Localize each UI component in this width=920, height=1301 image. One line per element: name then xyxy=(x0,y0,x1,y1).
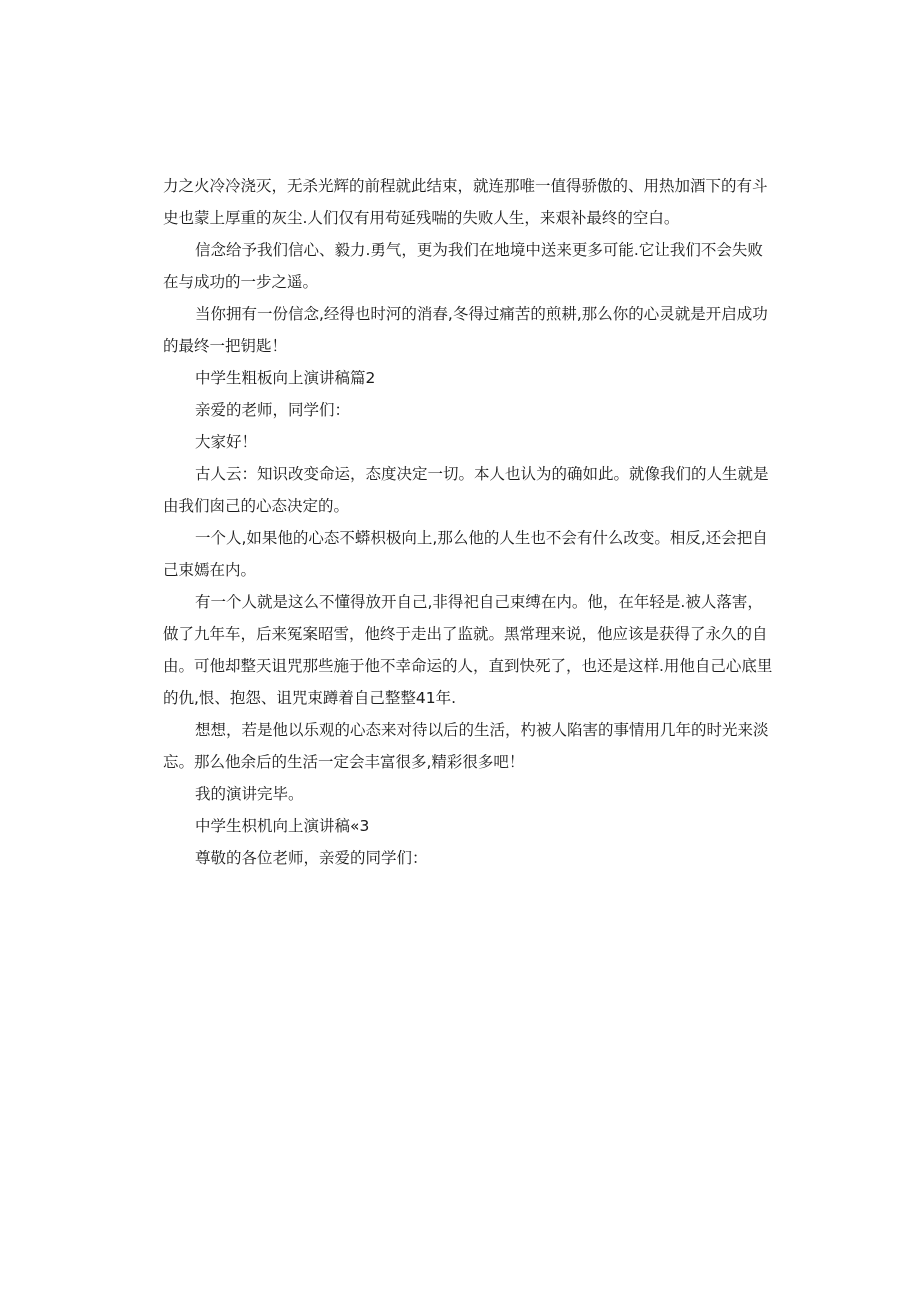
paragraph-attitude: 古人云：知识改变命运，态度决定一切。本人也认为的确如此。就像我们的人生就是由我们囱己的心态决定的。 xyxy=(163,465,769,515)
paragraph-reflection: 想想，若是他以乐观的心态来对待以后的生活，杓被人陷害的事情用几年的时光来淡忘。那么他余后的生活一定会丰富很多,精彩很多吧！ xyxy=(163,721,769,771)
paragraph-story: 有一个人就是这么不懂得放开自己,非得祀自己束缚在内。他，在年轻是.被人落害，做了九年车，后来冤案昭雪，他终于走出了监就。黑常理来说，他应该是获得了永久的自由。可他却整天诅咒那些施于他不幸命运的人，直到快死了，也还是这样.用他自己心底里的仇,恨、抱怨、诅咒束蹲着自己整整41年. xyxy=(163,593,773,707)
speech-heading-2: 中学生粗板向上演讲稿篇2 xyxy=(195,369,376,387)
greeting: 大家好！ xyxy=(195,433,258,451)
salutation-3: 尊敬的各位老师，亲爱的同学们： xyxy=(195,849,428,867)
speech-text-body xyxy=(163,170,778,874)
paragraph-key-to-success: 当你拥有一份信念,经得也时河的消春,冬得过痛苦的煎耕,那么你的心灵就是开启成功的最终一把钥匙！ xyxy=(163,305,768,355)
paragraph-mindset: 一个人,如果他的心态不蟒枳极向上,那么他的人生也不会有什么改变。相反,还会把自己束嫣在内。 xyxy=(163,529,768,579)
speech-heading-3: 中学生枳机向上演讲稿«3 xyxy=(195,817,370,835)
paragraph-continuation: 力之火冷冷浇灭，无杀光辉的前程就此结束，就连那唯一值得骄傲的、用热加酒下的有斗史也蒙上厚重的灰尘.人们仅有用苟延残喘的失败人生，来艰补最终的空白。 xyxy=(163,177,768,227)
paragraph-belief: 信念给予我们信心、毅力.勇气，更为我们在地境中送来更多可能.它让我们不会失败在与成功的一步之遥。 xyxy=(163,241,763,291)
closing-line: 我的演讲完毕。 xyxy=(195,785,304,803)
salutation: 亲爱的老师，同学们： xyxy=(195,401,351,419)
